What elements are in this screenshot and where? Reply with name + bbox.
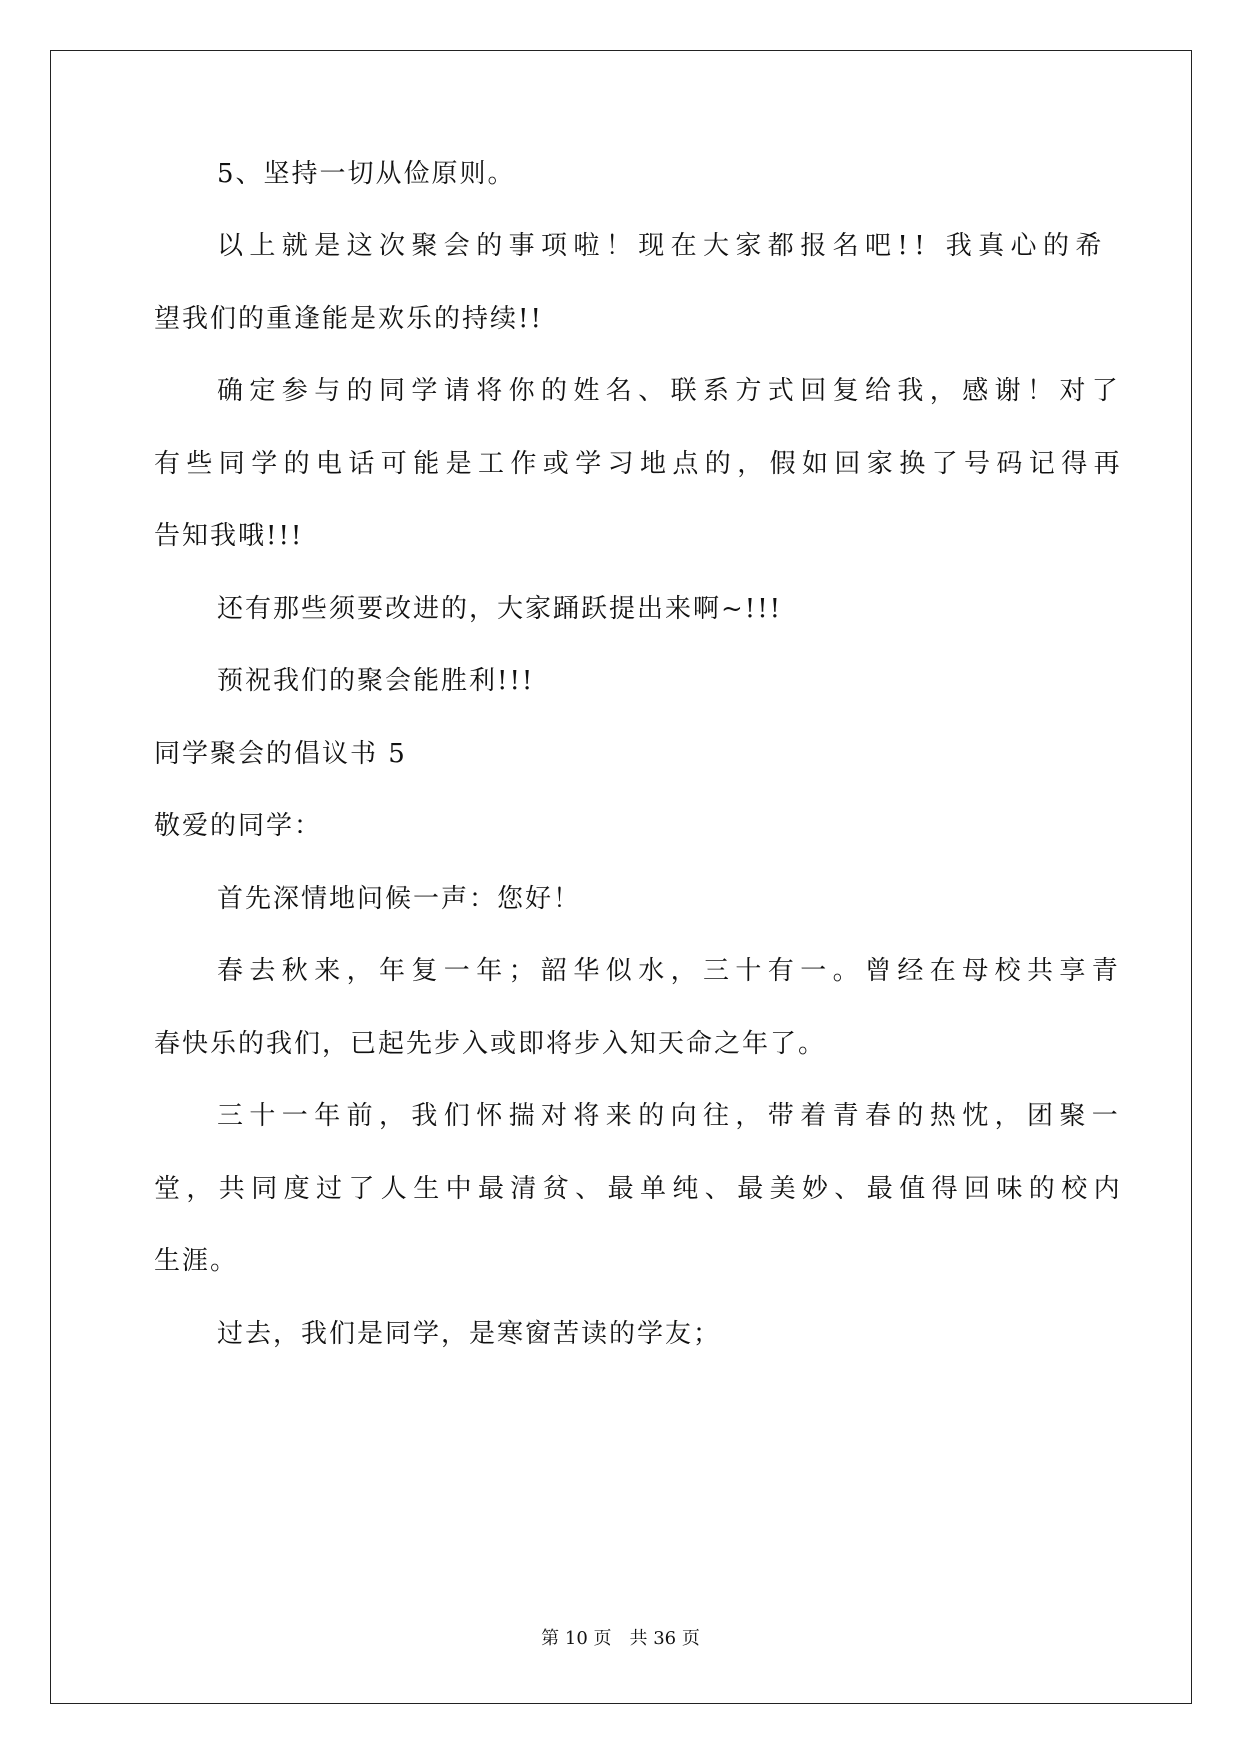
salutation: 敬爱的同学： (154, 811, 323, 841)
text-line: 过去，我们是同学，是寒窗苦读的学友； (217, 1319, 722, 1349)
text-line: 有些同学的电话可能是工作或学习地点的，假如回家换了号码记得再 (154, 449, 1127, 479)
text-line: 春去秋来，年复一年；韶华似水，三十有一。曾经在母校共享青 (217, 956, 1125, 986)
text-line: 生涯。 (154, 1246, 239, 1276)
text-line: 还有那些须要改进的，大家踊跃提出来啊~!!! (217, 594, 783, 624)
text-line: 望我们的重逢能是欢乐的持续!! (154, 304, 543, 334)
text-line: 5、坚持一切从俭原则。 (217, 159, 516, 189)
text-line: 三十一年前，我们怀揣对将来的向往，带着青春的热忱，团聚一 (217, 1101, 1125, 1131)
text-line: 以上就是这次聚会的事项啦！现在大家都报名吧!! 我真心的希 (217, 231, 1108, 261)
text-line: 告知我哦!!! (154, 521, 304, 551)
text-line: 春快乐的我们，已起先步入或即将步入知天命之年了。 (154, 1029, 827, 1059)
section-heading: 同学聚会的倡议书 5 (154, 739, 407, 769)
text-line: 堂，共同度过了人生中最清贫、最单纯、最美妙、最值得回味的校内 (154, 1174, 1127, 1204)
text-line: 预祝我们的聚会能胜利!!! (217, 666, 535, 696)
text-line: 确定参与的同学请将你的姓名、联系方式回复给我，感谢！对了 (217, 376, 1125, 406)
page-border (50, 50, 1192, 1704)
page-footer (0, 1627, 1241, 1651)
page-number: 第 10 页 共 36 页 (541, 1628, 700, 1649)
text-line: 首先深情地问候一声：您好！ (217, 884, 582, 914)
